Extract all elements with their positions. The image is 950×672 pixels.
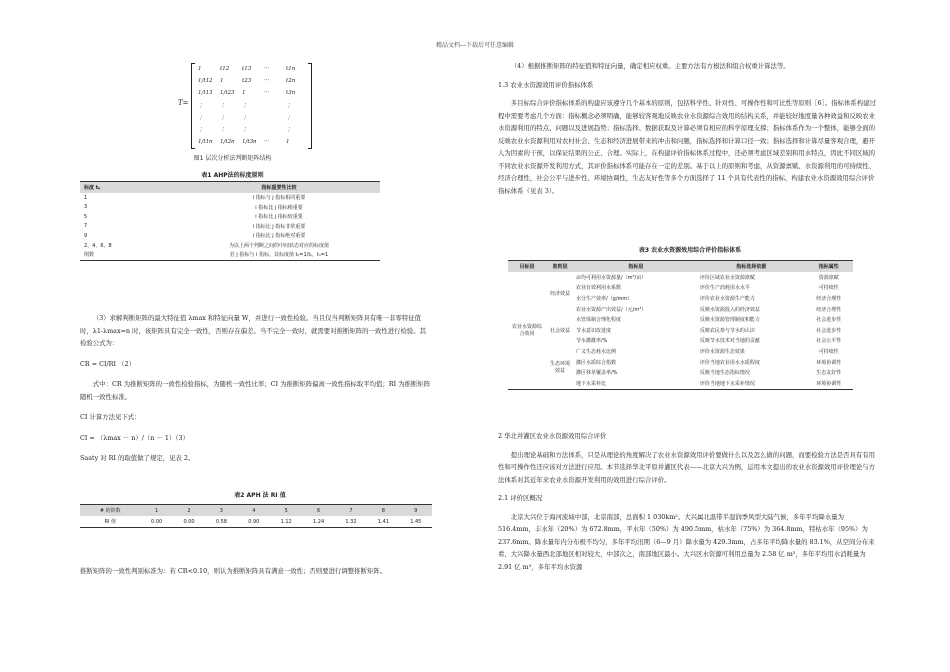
table2-cell: 8: [367, 505, 399, 517]
table1-row: [80, 212, 380, 222]
table2-cell: 9: [400, 505, 432, 517]
matrix-cell: ⋮: [242, 114, 248, 121]
section-heading: 2 华北井灌区农业水资源效用综合评价: [498, 432, 607, 440]
table3-indicator-cell: 水分生产效率/（g/mm）: [576, 295, 633, 302]
paragraph: CI 计算方法见下式：: [80, 413, 141, 421]
page-header: 精品文档---下载后可任意编辑: [435, 42, 515, 49]
table3-indicator-cell: 节水灌溉率/%: [576, 338, 608, 345]
table2-cell: 0.90: [248, 518, 260, 525]
table3-basis-cell: 反映节水技术对当地的贡献: [699, 338, 760, 345]
matrix-body: [198, 63, 308, 148]
table1-desc-cell: i 指标比 j 指标稍重要: [255, 204, 303, 211]
matrix-cell: ⋮: [220, 102, 226, 109]
table3-criteria-cell: 生态环境效益: [549, 361, 570, 375]
matrix-cell: 1/t3n: [242, 139, 257, 146]
table1-desc-cell: 若 j 指标与 i 指标，其标度值 tᵢⱼ=1/tⱼᵢ，tᵢᵢ=1: [229, 252, 329, 259]
table2-cell: 5: [270, 505, 302, 517]
table1-body: [80, 193, 380, 260]
matrix-cell: 1/t12: [198, 78, 213, 85]
matrix-cell: 1/t23: [220, 90, 235, 97]
table3-attribute-cell: 社会进步性: [816, 317, 842, 324]
matrix-cell: ···: [264, 78, 270, 85]
matrix-cell: t1n: [286, 66, 296, 73]
matrix-label: T=: [178, 99, 189, 107]
table1-caption: 表1 AHP法的标度原则: [201, 172, 264, 179]
table3-caption: 表3 农业水资源效用综合评价指标体系: [638, 247, 742, 254]
table1-row: [80, 222, 380, 232]
table3-body: [508, 272, 853, 389]
table1-row: [80, 193, 380, 203]
table1-header-compare: 指标重要性比较: [178, 182, 380, 194]
table3-row: [508, 314, 853, 325]
table3-header-cell: 指标选择依据: [698, 261, 805, 273]
matrix-cell: 1: [242, 90, 246, 97]
table3-goal-cell: 农业水资源综合效用: [511, 324, 542, 338]
table3-indicator-cell: 灌区林草覆盖率/%: [576, 370, 618, 377]
table3-header-cell: 准则层: [546, 261, 574, 273]
table2-cell: # 的阶数: [80, 505, 140, 517]
matrix-cell: ⋮: [286, 114, 292, 121]
table2-cell: RI 值: [104, 519, 116, 525]
table2-header-row: [80, 505, 432, 517]
table1: [80, 181, 380, 261]
paragraph: 提出理论基础和方法体系，只是从理论的角度解决了农业水资源效用评价要做什么以及怎么做的问题，而要检验方法是否具有有用性和可操作性还应该对方法进行应用。本节选择华北平原井灌区代表——北京大兴为例，运用本文提出的农业水资源效用评价理论与方法体系对其近年来农业水资源开发利用的效用进行综合评价。: [498, 450, 876, 484]
paragraph: Saaty 对 RI 的取值做了规定，见表 2。: [80, 454, 195, 462]
table3-basis-cell: 评价当地地下水采补情况: [699, 380, 755, 387]
table3-indicator-cell: 地下水采补比: [576, 380, 607, 387]
matrix-row: [198, 87, 308, 99]
left-column-footer: [80, 565, 432, 578]
matrix-row: [198, 100, 308, 112]
table3-basis-cell: 评价当地农业用水水质程度: [699, 359, 760, 366]
table3-header-cell: 指标属性: [805, 261, 853, 273]
paragraph: 推断矩阵的一致性判别标准为：若 CR<0.10，则认为推断矩阵具有满意一致性；否则要进行调整推断矩阵。: [80, 567, 387, 575]
table2: [80, 504, 432, 528]
table1-row: [80, 250, 380, 260]
table1-desc-cell: 为以上两个判断之间的中间状态对应的标度值: [228, 242, 329, 249]
table3-basis-cell: 评价区域农业水资源禀赋: [699, 274, 755, 281]
table3-indicator-cell: 节水意识改进度: [576, 327, 612, 334]
table3-header-cell: 指标层: [574, 261, 698, 273]
table3-attribute-cell: 可持续性: [818, 285, 839, 292]
table3-indicator-cell: 灌区水质综合指数: [576, 359, 617, 366]
table2-cell: 3: [205, 505, 237, 517]
figure1-caption: 图1 层次分析法判断矩阵结构: [193, 155, 272, 162]
matrix-row: [198, 124, 308, 136]
matrix-cell: 1: [198, 66, 202, 73]
matrix-cell: 1/t1n: [198, 139, 213, 146]
table2-cell: 6: [302, 505, 334, 517]
table1-row: [80, 203, 380, 213]
table2-cell: 0.00: [183, 518, 195, 525]
matrix-cell: ⋮: [198, 114, 204, 121]
table1-header-scale: 标度 tᵢⱼ: [80, 182, 178, 194]
table3-attribute-cell: 经济合理性: [816, 295, 842, 302]
matrix-cell: 1/t2n: [220, 139, 235, 146]
table1-scale-cell: 倒数: [84, 252, 95, 259]
table2-cell: 4: [238, 505, 270, 517]
table3-attribute-cell: 社会进步性: [816, 327, 842, 334]
table3-criteria-cell: 社会效益: [549, 327, 570, 334]
matrix-cell: t23: [242, 78, 252, 85]
section-heading: 1.3 农业水资源效用评价指标体系: [498, 80, 594, 89]
matrix-cell: ⋮: [242, 102, 248, 109]
table1-scale-cell: 9: [84, 232, 88, 239]
table2-caption: 表2 APH 法 RI 值: [234, 492, 286, 499]
paragraph: 多目标综合评价指标体系的构建应该遵守几个基本的原则，包括科学性、针对性、可操作性和可比性等原则［6］。指标体系构建过程中需要考虑几个方面：指标概念必须明确，能够较客观地反映农业水资源综合效用的结构关系，并能较好地度量各种效益和反映农业水资源利用的特点、问题以及进展趋势；指标选择、数据获取及计算必须有相应的科学原理支撑；指标体系作为一个整体，能够全面的反映农业水资源利用对农村社会、生态和经济进展带来的冲击和问题，指标选择和计算口径一致；指标选择和计算尽量客观合理，避开人为因素的干预，以保证结果的公正、合理。实际上，在构建评价指标体系过程中，还必须考虑区域差别和用水特点，因此不同区域的不同农业水资源开发利用方式，其评价指标体系可能存在一定的差别。基于以上的原则和考虑，从资源禀赋、水资源利用的可持续性、经济合理性，社会公平与进步性、环境协调性，生态友好性等多个方面选择了 11 个具有代表性的指标，构建农业水资源效用综合评价指标体系（见表 3）。: [498, 99, 876, 195]
matrix-cell: 1/t13: [198, 90, 213, 97]
paragraph: 北京大兴位于海河流域中部，北京南部，总面积 1 030km²。大兴属北温带半湿润季风型大陆气候，多年平均降水量为 516.4mm，丰水年（20%）为 672.8mm，平水年（50%）为 490.5mm，枯水年（75%）为 364.8mm，特枯水年（95%）为 237.6mm。降水量年内分布极不均匀，多年平均汛期（6—9 月）降水量为 429.3mm，占多年平均降水量的 83.1%，从空间分布来看，大兴降水量西北部地区相对较大，中部次之，南部地区最小。大兴区水资源可利用总量为 2.58 亿 m³，多年平均用水消耗量为 2.91 亿 m³，多年平均水资源: [498, 512, 875, 571]
matrix-row: [198, 136, 308, 148]
matrix-cell: ⋮: [198, 127, 204, 134]
table2-cell: 1.41: [377, 518, 389, 525]
table3-attribute-cell: 资源禀赋: [818, 274, 839, 281]
matrix-cell: t13: [242, 66, 252, 73]
table3-indicator-cell: 水管体制合理化程度: [576, 317, 622, 324]
table3-header-row: [508, 261, 853, 273]
matrix-bracket-left: [191, 63, 195, 149]
matrix-cell: ⋮: [242, 127, 248, 134]
table2-cell: 1: [140, 505, 172, 517]
right-column-text-2: [498, 430, 878, 573]
table3-attribute-cell: 生态友好性: [816, 370, 842, 377]
table3-basis-cell: 反映水资源管理制度和能力: [699, 317, 760, 324]
table1-scale-cell: 3: [84, 204, 88, 211]
matrix-cell: ⋮: [198, 102, 204, 109]
table3-basis-cell: 反映当地生态指标情况: [699, 370, 750, 377]
table3-attribute-cell: 环境协调性: [816, 380, 842, 387]
matrix-cell: ···: [264, 139, 270, 146]
table2-cell: 1.24: [313, 518, 325, 525]
table3-criteria-cell: 经济效益: [549, 290, 570, 297]
table3: [508, 260, 853, 390]
table2-cell: 2: [173, 505, 205, 517]
table2-cell: 0.58: [215, 518, 227, 525]
table2-cell: 1.32: [345, 518, 357, 525]
matrix-cell: 1: [220, 78, 224, 85]
formula-cr: CR = CI/RI （2）: [80, 359, 135, 368]
table1-scale-cell: 2、4、6、8: [84, 242, 112, 249]
table3-indicator-cell: 广义生态耗水比例: [576, 348, 617, 355]
table2-value-row: [80, 516, 432, 528]
table3-basis-cell: 反映水资源投入的经济效益: [699, 306, 760, 313]
paragraph: （4）根据推断矩阵的特征值和特征向量，确定相应权重。主要方法有方根法和组合权重计算法等。: [510, 62, 790, 70]
table1-scale-cell: 5: [84, 213, 88, 220]
right-column-text: [498, 60, 878, 197]
table1-desc-cell: i 指标比 j 指标绝对重要: [252, 233, 306, 240]
table2-cell: 1.12: [280, 518, 292, 525]
matrix-cell: ⋮: [220, 127, 226, 134]
left-column-text: [80, 312, 432, 465]
table3-row: [508, 346, 853, 357]
formula-ci: CI = （λmax － n）/（n － 1）（3）: [80, 433, 189, 442]
table1-desc-cell: i 指标与 j 指标相同重要: [252, 195, 306, 202]
table2-cell: 0.00: [151, 518, 163, 525]
table1-desc-cell: i 指标比 j 指标非常重要: [252, 223, 306, 230]
matrix-row: [198, 63, 308, 75]
matrix-bracket-right: [308, 63, 312, 149]
matrix-cell: ⋮: [286, 127, 292, 134]
matrix-cell: 1: [286, 139, 290, 146]
table3-attribute-cell: 经济合理性: [816, 306, 842, 313]
table3-indicator-cell: 农业有效利用水系数: [576, 285, 622, 292]
section-heading: 2.1 评价区概况: [498, 494, 543, 502]
table1-scale-cell: 7: [84, 223, 88, 230]
table2-cell: 7: [335, 505, 367, 517]
matrix-cell: ⋮: [220, 114, 226, 121]
table1-desc-cell: i 指标比 j 指标较重要: [255, 214, 303, 221]
table3-basis-cell: 评价水资源生态效果: [699, 348, 745, 355]
matrix-row: [198, 112, 308, 124]
matrix-cell: t3n: [286, 90, 296, 97]
table3-basis-cell: 反映农民参与节水的认识: [699, 327, 755, 334]
table3-basis-cell: 评价农业水资源生产能力: [699, 295, 755, 302]
matrix-cell: ···: [264, 66, 270, 73]
table3-attribute-cell: 环境协调性: [816, 359, 842, 366]
table1-row: [80, 241, 380, 251]
table3-basis-cell: 评价生产消耗用水水平: [699, 285, 750, 292]
matrix-cell: ···: [264, 90, 270, 97]
paragraph: 式中：CR 为推断矩阵的一致性检验指标，为随机一致性比率；CI 为推断矩阵偏离一致性指标取平均值；RI 为推断矩阵随机一致性标准。: [80, 380, 431, 401]
table3-row: [508, 272, 853, 283]
table3-attribute-cell: 可持续性: [818, 348, 839, 355]
table3-indicator-cell: 农业水资源产出效益/（元/m³）: [576, 306, 647, 313]
table1-scale-cell: 1: [84, 194, 88, 201]
matrix-cell: t12: [220, 66, 230, 73]
table3-indicator-cell: 亩均可利用水资源量/（m³/亩）: [576, 274, 647, 281]
paragraph: （3）求解判断矩阵的最大特征值 λmax 和特征向量 W，并进行一致性检验。当且仅当判断矩阵具有唯一非零特征值时，λ1-λmax=n 时，该矩阵具有完全一致性，否则存在偏差。当不完全一致时，就需要对推断矩阵的一致性进行检验。其检验公式为：: [80, 314, 427, 347]
matrix-cell: ⋮: [286, 102, 292, 109]
table3-header-cell: 目标层: [508, 261, 546, 273]
matrix-row: [198, 75, 308, 87]
table3-attribute-cell: 社会公平性: [816, 338, 842, 345]
matrix-cell: t2n: [286, 78, 296, 85]
table1-row: [80, 231, 380, 241]
table2-cell: 1.45: [410, 518, 422, 525]
